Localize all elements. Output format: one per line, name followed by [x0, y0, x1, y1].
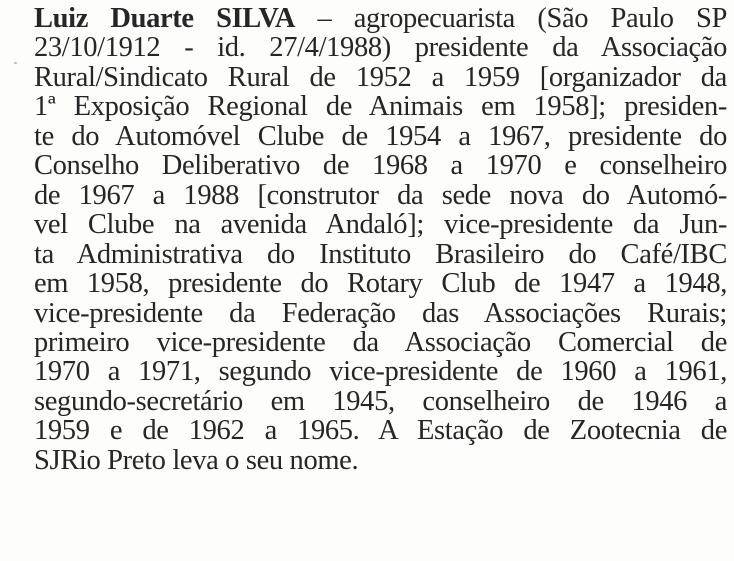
entry-line-1 [34, 4, 727, 33]
entry-line-12: primeiro vice-presidente da Associação Comercial de [34, 326, 727, 358]
entry-line-15: 1959 e de 1962 a 1965. A Estação de Zootecnia de [34, 415, 727, 447]
entry-line-5: te do Automóvel Clube de 1954 a 1967, presidente do [34, 120, 727, 152]
entry-line-4: 1ª Exposição Regional de Animais em 1958]; presiden- [34, 91, 727, 123]
entry-line-16: SJRio Preto leva o seu nome. [34, 444, 359, 476]
entry-line-3: Rural/Sindicato Rural de 1952 a 1959 [organizador da [34, 61, 727, 93]
entry-line-2: 23/10/1912 - id. 27/4/1988) presidente da Associação [34, 32, 727, 64]
entry-line-7: de 1967 a 1988 [construtor da sede nova do Automó- [34, 179, 727, 211]
entry-line-11: vice-presidente da Federação das Associações Rurais; [34, 297, 727, 329]
entry-line-8: vel Clube na avenida Andaló]; vice-presidente da Jun- [34, 209, 727, 241]
person-name: Luiz Duarte SILVA [34, 3, 296, 34]
entry-line-6: Conselho Deliberativo de 1968 a 1970 e conselheiro [34, 150, 727, 182]
scan-speck [14, 62, 17, 64]
entry-line-9: ta Administrativa do Instituto Brasileiro do Café/IBC [34, 238, 727, 270]
entry-line-14: segundo-secretário em 1945, conselheiro de 1946 a [34, 385, 727, 417]
biography-entry [34, 4, 734, 475]
entry-line-1-text: – agropecuarista (São Paulo SP [295, 3, 727, 34]
entry-line-10: em 1958, presidente do Rotary Club de 1947 a 1948, [34, 268, 727, 300]
entry-line-13: 1970 a 1971, segundo vice-presidente de 1960 a 1961, [34, 356, 727, 388]
